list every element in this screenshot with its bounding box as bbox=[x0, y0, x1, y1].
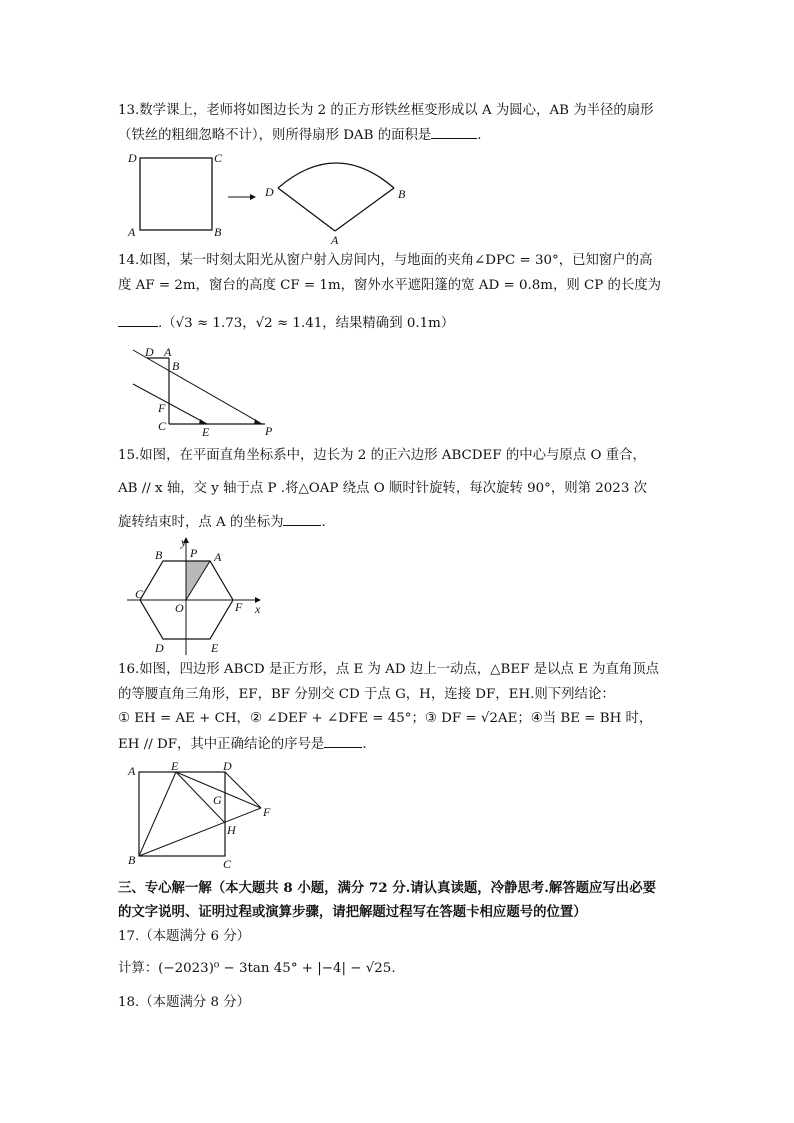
q13-line2 bbox=[118, 124, 482, 146]
q15-line1: 15.如图，在平面直角坐标系中，边长为 2 的正六边形 ABCDEF 的中心与原点 O 重合， bbox=[118, 448, 646, 463]
q14-label-E: E bbox=[202, 425, 210, 439]
q15-label-A: A bbox=[214, 550, 222, 564]
q16-line3: ① EH = AE + CH，② ∠DEF + ∠DFE = 45°；③ DF = √2AE；④当 BE = BH 时， bbox=[118, 711, 653, 726]
q14-line2: 度 AF = 2m，窗台的高度 CF = 1m，窗外水平遮阳篷的宽 AD = 0.8m，则 CP 的长度为 bbox=[118, 278, 662, 293]
q13-figure bbox=[118, 148, 418, 248]
q13-label-B: B bbox=[214, 225, 222, 239]
q15-label-y: y bbox=[181, 535, 187, 549]
q14-label-P: P bbox=[265, 424, 273, 438]
q15-label-P: P bbox=[190, 546, 198, 560]
section3-line1: 三、专心解一解（本大题共 8 小题，满分 72 分.请认真读题，冷静思考.解答题应写出必要 bbox=[118, 880, 656, 896]
q13-line1: 13.数学课上，老师将如图边长为 2 的正方形铁丝框变形成以 A 为圆心，AB 为半径的扇形 bbox=[118, 103, 654, 118]
q13-label-C: C bbox=[214, 151, 223, 165]
q15-line3-text: 旋转结束时，点 A 的坐标为 bbox=[118, 515, 284, 530]
q14-answer-blank bbox=[118, 312, 158, 327]
q15-label-B: B bbox=[155, 548, 163, 562]
q16-label-H: H bbox=[227, 823, 236, 837]
q13-answer-blank bbox=[431, 124, 477, 139]
q18-header: 18.（本题满分 8 分） bbox=[118, 995, 251, 1010]
q14-label-B: B bbox=[172, 359, 180, 373]
q15-end: . bbox=[321, 515, 326, 530]
q14-line3-text: .（√3 ≈ 1.73，√2 ≈ 1.41，结果精确到 0.1m） bbox=[158, 316, 455, 331]
q16-label-E: E bbox=[171, 759, 179, 773]
q13-end: . bbox=[477, 128, 482, 143]
q15-label-O: O bbox=[175, 601, 184, 615]
q13-label-B2: B bbox=[398, 187, 406, 201]
q16-answer-blank bbox=[324, 733, 362, 748]
q16-line4-text: EH // DF，其中正确结论的序号是 bbox=[118, 737, 325, 752]
q14-label-C: C bbox=[158, 419, 167, 433]
q17-calc: 计算：(−2023)⁰ − 3tan 45° + |−4| − √25. bbox=[118, 961, 396, 976]
q15-line3 bbox=[118, 511, 326, 533]
q16-label-F: F bbox=[263, 805, 271, 819]
q15-label-E: E bbox=[211, 641, 219, 655]
q15-label-F: F bbox=[235, 600, 243, 614]
section3-line2: 的文字说明、证明过程或演算步骤，请把解题过程写在答题卡相应题号的位置） bbox=[118, 904, 587, 920]
q16-label-C: C bbox=[223, 857, 232, 871]
q15-line2: AB // x 轴，交 y 轴于点 P .将△OAP 绕点 O 顺时针旋转，每次旋转 90°，则第 2023 次 bbox=[118, 481, 647, 496]
q13-label-A2: A bbox=[331, 233, 339, 247]
q16-label-G: G bbox=[213, 793, 222, 807]
q14-figure bbox=[125, 342, 305, 442]
q15-figure bbox=[127, 535, 277, 655]
q16-line4 bbox=[118, 733, 367, 755]
q14-line1: 14.如图，某一时刻太阳光从窗户射入房间内，与地面的夹角∠DPC = 30°，已知窗户的高 bbox=[118, 253, 653, 268]
q16-label-A: A bbox=[128, 764, 136, 778]
q16-label-D: D bbox=[223, 759, 232, 773]
q13-arrow-icon bbox=[250, 194, 256, 200]
q15-answer-blank bbox=[283, 511, 321, 526]
q14-label-F: F bbox=[158, 401, 166, 415]
q14-line3 bbox=[118, 312, 454, 334]
q16-line1: 16.如图，四边形 ABCD 是正方形，点 E 为 AD 边上一动点，△BEF 是以点 E 为直角顶点 bbox=[118, 662, 660, 677]
q15-label-D: D bbox=[155, 641, 164, 655]
q15-shaded-triangle bbox=[186, 561, 210, 600]
q16-end: . bbox=[362, 737, 367, 752]
q13-line2-text: （铁丝的粗细忽略不计），则所得扇形 DAB 的面积是 bbox=[118, 128, 432, 143]
q13-label-D: D bbox=[128, 151, 137, 165]
q16-line2: 的等腰直角三角形，EF，BF 分别交 CD 于点 G，H，连接 DF，EH.则下列结论： bbox=[118, 687, 615, 702]
q13-label-D2: D bbox=[265, 185, 274, 199]
q15-label-x: x bbox=[255, 602, 261, 616]
q17-header: 17.（本题满分 6 分） bbox=[118, 929, 251, 944]
q15-label-C: C bbox=[135, 587, 144, 601]
q14-label-A: A bbox=[164, 345, 172, 359]
q14-label-D: D bbox=[145, 345, 154, 359]
q16-label-B: B bbox=[128, 853, 136, 867]
q13-label-A: A bbox=[128, 225, 136, 239]
q16-figure bbox=[125, 760, 295, 870]
